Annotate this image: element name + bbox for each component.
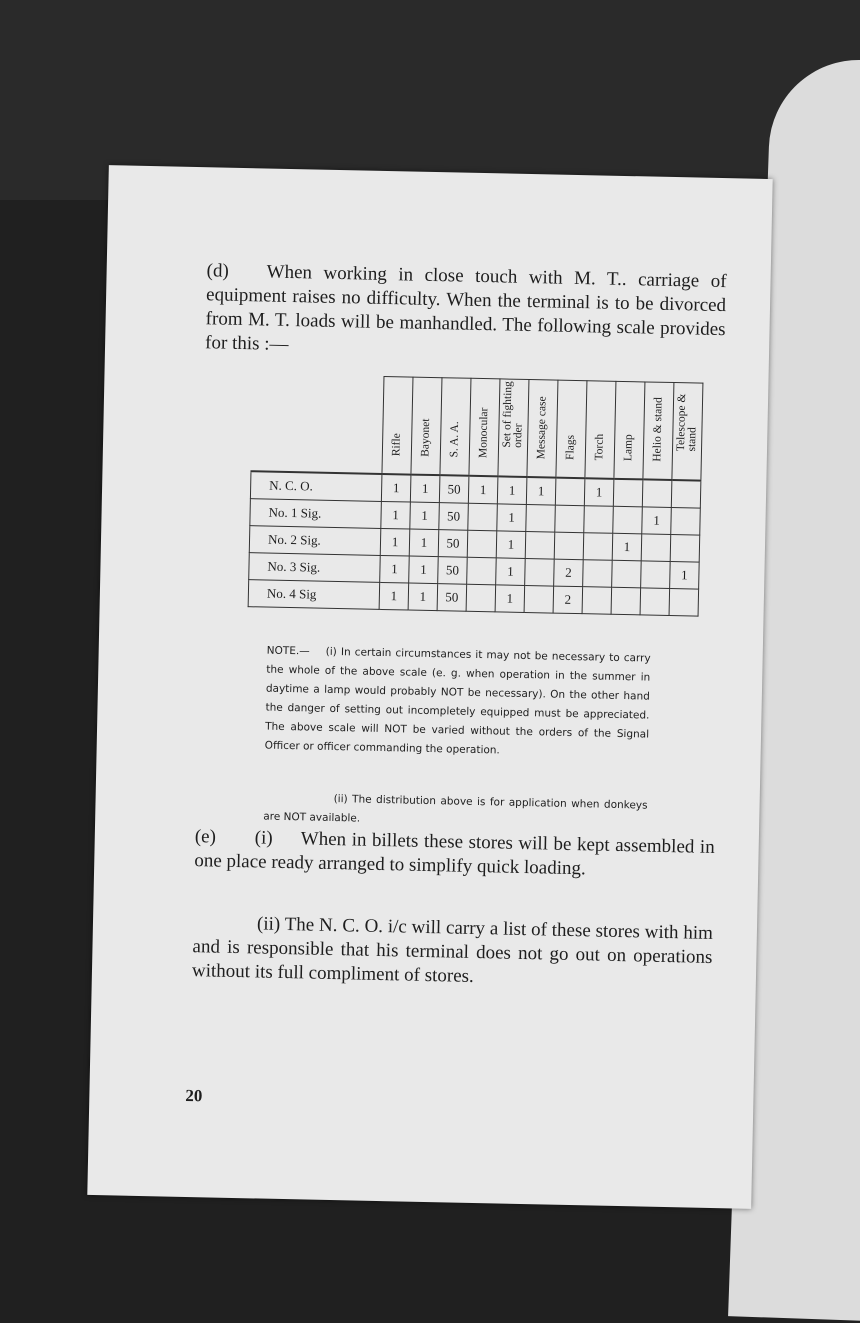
table-cell <box>467 530 497 558</box>
column-header <box>643 382 674 480</box>
paragraph-d-label: (d) <box>206 260 230 282</box>
paragraph-e-i-text: When in billets these stores will be kept assembled in one place ready arranged to simplify quick loading. <box>194 828 715 880</box>
paragraph-e-ii-text: The N. C. O. i/c will carry a list of these stores with him and is responsible that his terminal does not go out on operations without its full compliment of stores. <box>191 914 714 987</box>
table-cell: 1 <box>381 474 411 502</box>
table-cell: 1 <box>380 528 410 556</box>
table-cell: 1 <box>381 501 411 529</box>
table-cell <box>641 561 671 589</box>
table-cell <box>582 587 612 615</box>
table-cell: 50 <box>437 584 467 612</box>
table-cell <box>583 533 613 561</box>
column-header <box>498 379 529 477</box>
table-cell <box>671 508 701 536</box>
table-cell: 1 <box>379 582 409 610</box>
table-cell: 1 <box>642 507 672 535</box>
table-cell: 1 <box>584 478 614 506</box>
column-header <box>440 378 471 476</box>
table-cell: 1 <box>468 476 498 504</box>
table-cell <box>611 587 641 615</box>
column-header <box>411 377 442 475</box>
table-cell <box>613 506 643 534</box>
table-cell <box>612 560 642 588</box>
row-label: No. 1 Sig. <box>250 499 382 529</box>
equipment-scale-table <box>248 373 704 616</box>
table-cell <box>613 479 643 507</box>
table-cell: 1 <box>409 556 439 584</box>
note-part-1-text: (i) In certain circumstances it may not be necessary to carry the whole of the above scale (e. g. when operation in the summer in daytime a lamp would probably NOT be necessary). On the other hand the danger of setting out incompletely equipped must be appreciated. The above scale will NOT be varied without the orders of the Signal Officer or officer commanding the operation. <box>264 645 651 757</box>
table-cell <box>555 478 585 506</box>
table-cell: 1 <box>408 583 438 611</box>
row-label: N. C. O. <box>250 471 382 501</box>
note-part-1 <box>265 642 651 764</box>
column-header-label: Bayonet <box>419 418 433 457</box>
column-header <box>469 378 500 476</box>
column-header-label: Torch <box>593 433 606 461</box>
table-cell <box>525 558 555 586</box>
table-cell <box>671 480 701 508</box>
table-cell: 1 <box>497 504 527 532</box>
column-header-label: Lamp <box>622 434 635 462</box>
column-header <box>382 376 413 474</box>
table-cell <box>468 503 498 531</box>
table-cell: 1 <box>410 475 440 503</box>
table-cell <box>467 557 497 585</box>
page-number: 20 <box>185 1085 203 1106</box>
table-cell <box>555 505 585 533</box>
column-header <box>614 381 645 479</box>
book-page <box>87 165 772 1209</box>
column-header-label: Monocular <box>477 407 491 459</box>
table-cell: 1 <box>526 477 556 505</box>
table-cell <box>670 535 700 563</box>
table-cell: 1 <box>495 585 525 613</box>
table-cell: 1 <box>612 533 642 561</box>
table-cell <box>641 534 671 562</box>
table-body <box>248 471 701 616</box>
table-cell <box>466 584 496 612</box>
note-label: NOTE.— <box>266 644 310 658</box>
column-header <box>585 381 616 479</box>
table-cell <box>583 560 613 588</box>
table-cell <box>526 504 556 532</box>
table-cell <box>525 531 555 559</box>
table-cell: 50 <box>439 503 469 531</box>
table-cell: 50 <box>439 475 469 503</box>
table-cell: 50 <box>438 530 468 558</box>
table-cell: 1 <box>496 558 526 586</box>
paragraph-e-label: (e) <box>194 826 217 848</box>
column-header-label: Helio & stand <box>651 397 665 462</box>
table-cell <box>584 506 614 534</box>
column-header-label: Rifle <box>390 433 403 457</box>
table-cell: 1 <box>497 476 527 504</box>
table-cell <box>642 479 672 507</box>
table-cell <box>524 585 554 613</box>
column-header <box>556 380 587 478</box>
column-header <box>527 380 558 478</box>
row-label: No. 2 Sig. <box>249 526 381 556</box>
paragraph-e-i-label: (i) <box>254 827 273 849</box>
paragraph-d-text: When working in close touch with M. T.. carriage of equipment raises no difficulty. When the terminal is to be divorced from M. T. loads will be manhandled. The following scale provides for this :— <box>204 261 727 355</box>
table-header-row <box>251 374 703 481</box>
column-header-label: Message case <box>535 396 549 460</box>
column-header-label: Telescope & stand <box>674 393 699 452</box>
table-cell: 1 <box>409 529 439 557</box>
paragraph-e-ii-label: (ii) <box>256 913 281 935</box>
column-header-label: Set of fighting order <box>501 380 525 448</box>
table-cell: 50 <box>438 557 468 585</box>
table-cell: 1 <box>380 555 410 583</box>
table-cell <box>554 532 584 560</box>
paragraph-e-ii <box>192 911 713 994</box>
table-cell <box>640 588 670 616</box>
table-cell: 2 <box>554 559 584 587</box>
table-cell: 1 <box>410 502 440 530</box>
table-corner <box>251 374 384 474</box>
row-label: No. 4 Sig <box>248 580 380 610</box>
table-cell: 1 <box>496 531 526 559</box>
note-part-2-text: (ii) The distribution above is for application when donkeys are NOT available. <box>263 793 648 825</box>
paragraph-e-i <box>194 825 715 884</box>
paragraph-d <box>205 259 727 366</box>
column-header-label: Flags <box>564 434 577 461</box>
table-cell <box>669 588 699 616</box>
table-cell: 1 <box>670 562 700 590</box>
column-header-label: S. A. A. <box>448 421 462 458</box>
column-header <box>672 383 703 481</box>
table-cell: 2 <box>553 586 583 614</box>
row-label: No. 3 Sig. <box>249 553 381 583</box>
